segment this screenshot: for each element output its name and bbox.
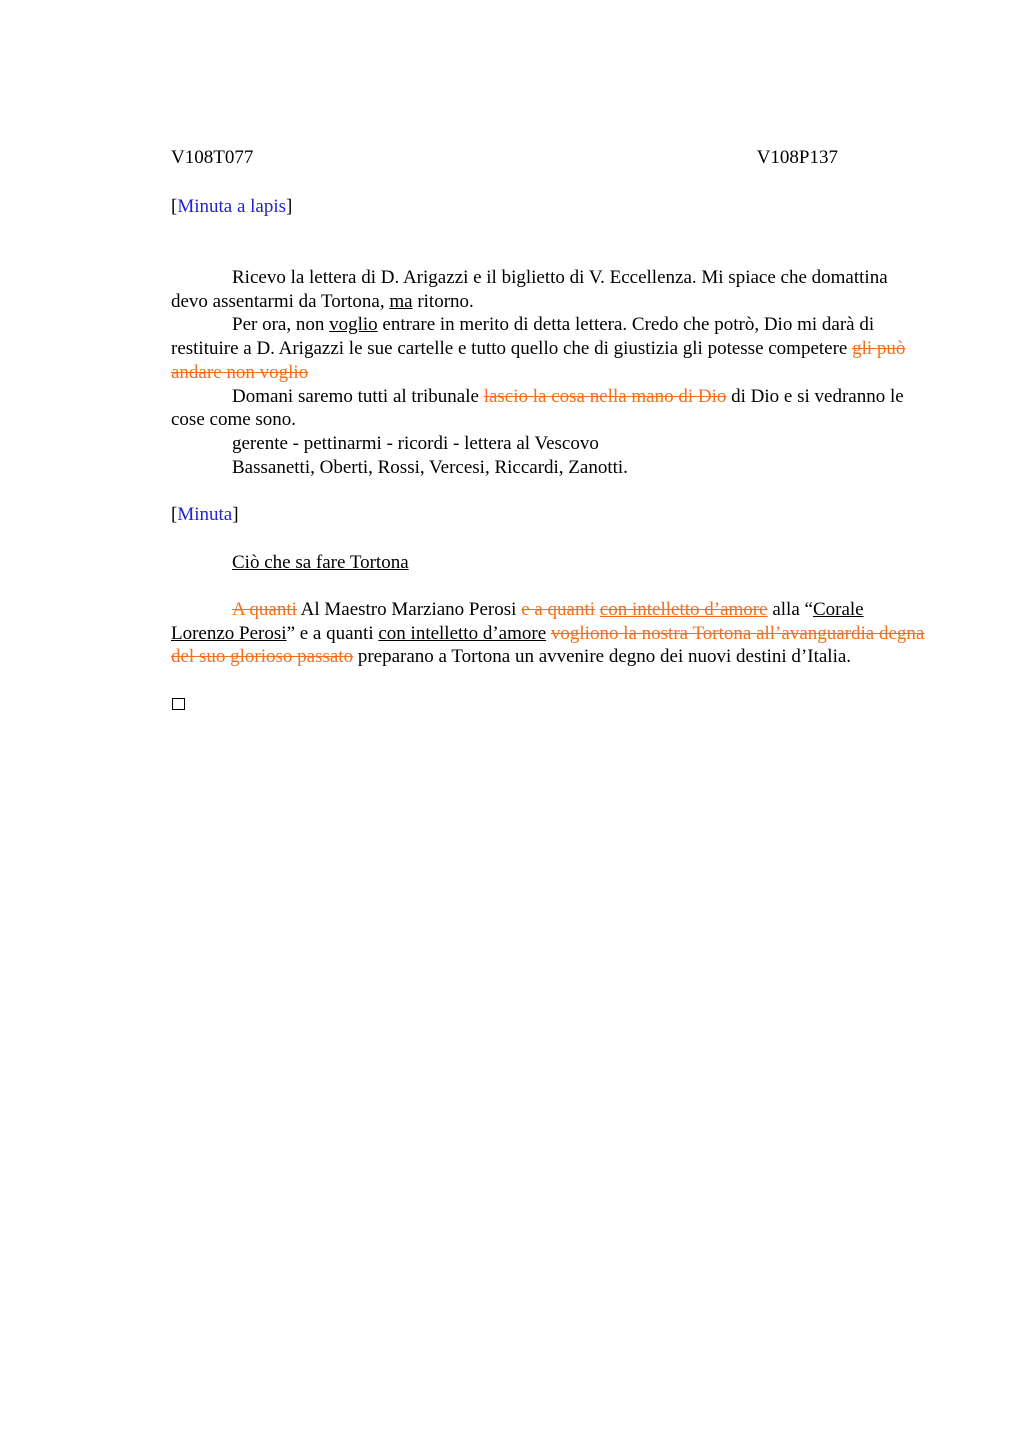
paragraph-3 — [171, 385, 927, 432]
paragraph-2 — [171, 313, 927, 384]
draft-title: Ciò che sa fare Tortona — [232, 552, 409, 573]
text-run: ritorno. — [412, 290, 474, 312]
document-code-left: V108T077 — [171, 147, 254, 168]
deleted-text: lascio la cosa nella mano di Dio — [483, 385, 727, 407]
paragraph-5: Bassanetti, Oberti, Rossi, Vercesi, Riccardi, Zanotti. — [232, 456, 628, 478]
text-run: ” e a quanti — [286, 622, 379, 644]
underlined-text: con intelletto d’amore — [378, 622, 547, 644]
section-label-text: Minuta a lapis — [177, 196, 287, 217]
draft-paragraph — [171, 598, 927, 669]
text-run: Per ora, non — [232, 314, 330, 336]
paragraph-4: gerente - pettinarmi - ricordi - lettera al Vescovo — [232, 432, 599, 454]
text-run: Al Maestro Marziano Perosi — [296, 599, 522, 620]
underlined-word: ma — [389, 290, 413, 312]
deleted-text: e a quanti — [521, 599, 596, 620]
letter-body — [171, 266, 927, 479]
underlined-text: Corale Lorenzo Perosi — [171, 599, 864, 644]
text-run: alla “ — [767, 599, 813, 620]
text-run: Ricevo la lettera di D. Arigazzi e il biglietto di V. Eccellenza. Mi spiace che domattina devo assentarmi da Tortona, — [171, 267, 888, 312]
deleted-underlined-text: con intelletto d’amore — [599, 599, 768, 620]
text-run: Domani saremo tutti al tribunale — [232, 385, 484, 407]
paragraph-1 — [171, 266, 927, 313]
bracket-open: [ — [171, 504, 178, 525]
text-run: preparano a Tortona un avvenire degno dei nuovi destini d’Italia. — [353, 646, 852, 668]
bracket-close: ] — [286, 196, 293, 217]
text-run: entrare in merito di detta lettera. Credo che potrò, Dio mi darà di restituire a D. Arigazzi le sue cartelle e tutto quello che di giustizia gli potesse competere — [171, 314, 875, 360]
deleted-text: non voglio — [226, 361, 309, 383]
bracket-open: [ — [171, 196, 178, 217]
bracket-close: ] — [232, 504, 239, 525]
section-label-text: Minuta — [177, 504, 233, 525]
deleted-text: vogliono la nostra Tortona all’avanguardia degna del suo glorioso passato — [171, 622, 925, 668]
text-run: di Dio e si vedranno le cose come sono. — [171, 385, 904, 431]
document-code-right: V108P137 — [756, 147, 838, 168]
underlined-word: voglio — [329, 314, 378, 336]
section-label-minuta-a-lapis — [171, 196, 292, 218]
end-marker-box-icon — [172, 698, 185, 710]
deleted-text: gli può andare — [171, 338, 906, 383]
draft-body — [171, 598, 927, 669]
section-label-minuta — [171, 504, 239, 526]
deleted-text: A quanti — [232, 599, 297, 620]
